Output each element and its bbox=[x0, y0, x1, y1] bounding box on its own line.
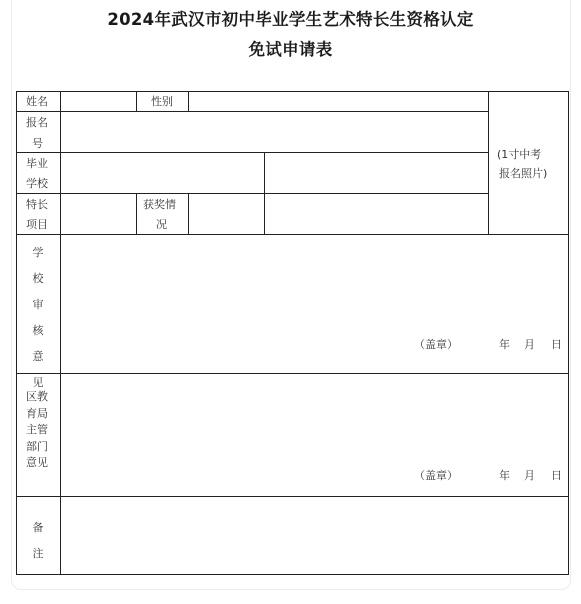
name-label: 姓名 bbox=[26, 95, 48, 108]
district-date-day: 日 bbox=[551, 469, 562, 482]
table-border-right bbox=[568, 91, 569, 575]
district-date-month: 月 bbox=[524, 469, 535, 482]
school-date-month: 月 bbox=[524, 338, 535, 351]
district-date-year: 年 bbox=[499, 469, 510, 482]
col-divider bbox=[136, 193, 137, 235]
photo-note: (1寸中考 bbox=[497, 148, 542, 161]
district-review-label: 区教育局主管部门意见 bbox=[26, 390, 48, 469]
gender-field[interactable] bbox=[189, 92, 488, 111]
school-review-label: 学校审核意见 bbox=[32, 246, 44, 389]
district-seal-text: （盖章） bbox=[414, 469, 458, 482]
gender-label: 性别 bbox=[151, 95, 173, 108]
school-date-day: 日 bbox=[551, 338, 562, 351]
registration-no-field[interactable] bbox=[61, 112, 488, 152]
registration-no-label-2: 号 bbox=[32, 137, 43, 150]
photo-note-2: 报名照片) bbox=[499, 167, 548, 180]
name-field[interactable] bbox=[61, 92, 136, 111]
remarks-field[interactable] bbox=[61, 497, 568, 574]
remarks-label: 备注 bbox=[32, 521, 44, 560]
awards-label: 获奖情 bbox=[143, 198, 176, 211]
specialty-label: 特长 bbox=[26, 198, 48, 211]
registration-no-label: 报名 bbox=[26, 116, 48, 129]
awards-extra-field[interactable] bbox=[265, 194, 488, 234]
specialty-label-2: 项目 bbox=[26, 218, 48, 231]
awards-label-2: 况 bbox=[156, 218, 167, 231]
graduation-school-label: 毕业 bbox=[26, 157, 48, 170]
specialty-field[interactable] bbox=[61, 194, 136, 234]
form-title: 2024年武汉市初中毕业学生艺术特长生资格认定 bbox=[107, 10, 474, 29]
form-subtitle: 免试申请表 bbox=[248, 40, 333, 59]
col-divider bbox=[136, 91, 137, 112]
table-border-left bbox=[16, 91, 17, 575]
graduation-school-extra-field[interactable] bbox=[265, 153, 488, 193]
table-border-bottom bbox=[16, 574, 569, 575]
district-review-field[interactable] bbox=[61, 374, 568, 496]
graduation-school-field[interactable] bbox=[61, 153, 264, 193]
graduation-school-label-2: 学校 bbox=[26, 177, 48, 190]
school-seal-text: （盖章） bbox=[414, 338, 458, 351]
school-date-year: 年 bbox=[499, 338, 510, 351]
awards-field[interactable] bbox=[189, 194, 264, 234]
school-review-field[interactable] bbox=[61, 235, 568, 373]
photo-box[interactable] bbox=[489, 92, 568, 234]
